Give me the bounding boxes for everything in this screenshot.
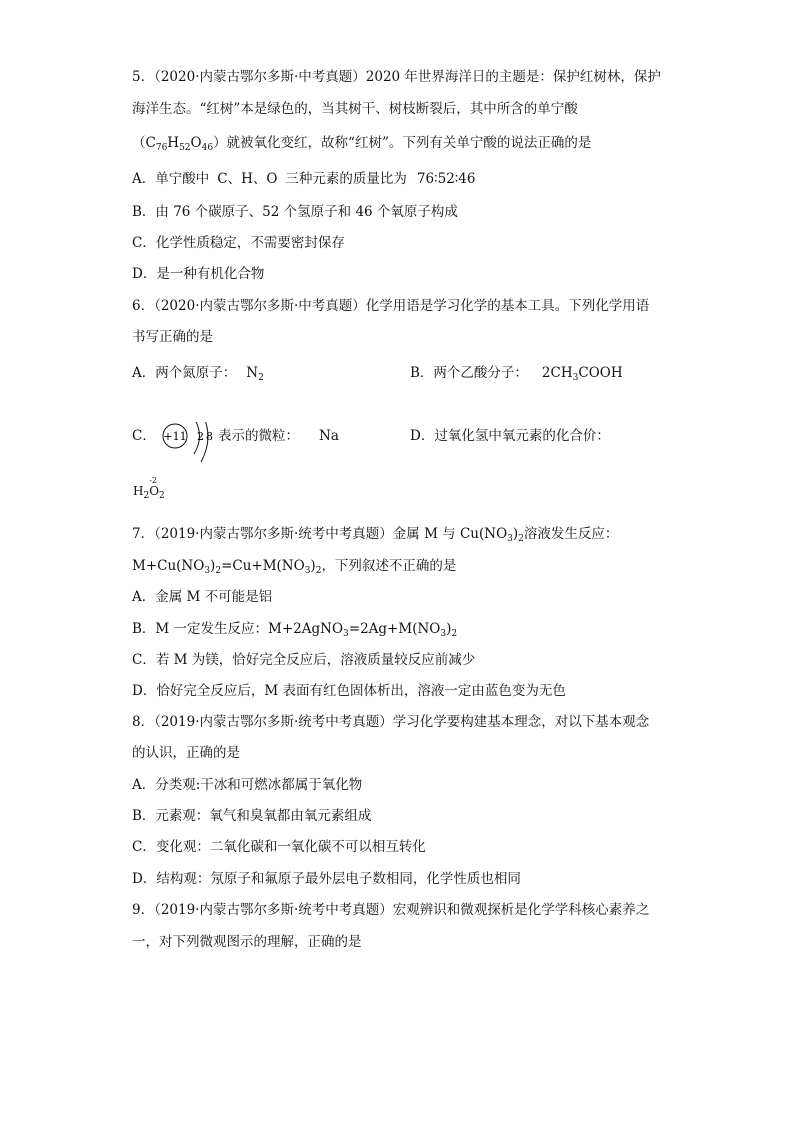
valence-label: -2 xyxy=(149,476,157,485)
q5-option-c: C．化学性质稳定，不需要密封保存 xyxy=(132,235,345,251)
q6-option-b: B．两个乙酸分子： $2CH_3COOH$ xyxy=(410,365,623,383)
q5-option-b: B．由 76 个碳原子、52 个氢原子和 46 个氧原子构成 xyxy=(132,204,458,220)
h2o2-valence-formula: $H_2$ -2 $O_2$ xyxy=(133,476,165,501)
q6-option-a: A．两个氮原子： $N_2$ xyxy=(132,365,264,383)
nucleus-charge: +11 xyxy=(163,430,187,443)
q7-option-a: A．金属 M 不可能是铝 xyxy=(132,589,273,605)
shell2-count: 8 xyxy=(206,430,213,443)
q6-stem-line2: 书写正确的是 xyxy=(132,329,213,345)
q5-stem-line2: 海洋生态。“红树”本是绿色的，当其树干、树枝断裂后，其中所含的单宁酸 xyxy=(132,101,578,117)
q6-option-d: D．过氧化氢中氧元素的化合价： xyxy=(410,428,610,444)
q5-stem-line3: $(C_{76}H_{52}O_{46})$就被氧化变红，故称“红树”。下列有关单宁酸的说法正确的是 xyxy=(132,135,592,153)
q8-stem-line2: 的认识，正确的是 xyxy=(132,745,240,761)
q9-stem-line2: 一，对下列微观图示的理解，正确的是 xyxy=(132,934,362,950)
atom-structure-diagram xyxy=(161,422,223,468)
q7-option-b: B．M 一定发生反应：$M+2AgNO_3=2Ag+M(NO_3)_2$ xyxy=(132,621,458,639)
q8-option-c: C．变化观：二氧化碳和一氧化碳不可以相互转化 xyxy=(132,839,426,855)
q9-stem-line1: 9．（2019·内蒙古鄂尔多斯·统考中考真题）宏观辨识和微观探析是化学学科核心素养之 xyxy=(132,902,650,918)
q8-stem-line1: 8．（2019·内蒙古鄂尔多斯·统考中考真题）学习化学要构建基本理念，对以下基本观念 xyxy=(132,714,650,730)
q7-stem-line1: 7．（2019·内蒙古鄂尔多斯·统考中考真题）金属 M 与 $Cu(NO_3)_2$溶液发生反应： xyxy=(132,526,619,544)
q8-option-b: B．元素观：氧气和臭氧都由氧元素组成 xyxy=(132,808,372,824)
q7-option-d: D．恰好完全反应后，M 表面有红色固体析出，溶液一定由蓝色变为无色 xyxy=(132,683,566,699)
q6-option-c-label: C． xyxy=(132,428,156,444)
q5-option-d: D．是一种有机化合物 xyxy=(132,266,265,282)
shell1-count: 2 xyxy=(197,430,204,443)
q6-stem-line1: 6．（2020·内蒙古鄂尔多斯·中考真题）化学用语是学习化学的基本工具。下列化学用语 xyxy=(132,298,650,314)
q5-stem-line1: 5．（2020·内蒙古鄂尔多斯·中考真题）2020 年世界海洋日的主题是：保护红树林，保护 xyxy=(132,69,661,85)
q7-option-c: C．若 M 为镁，恰好完全反应后，溶液质量较反应前减少 xyxy=(132,652,476,668)
q6-option-c-text: 表示的微粒： Na xyxy=(218,428,339,444)
q7-stem-line2: $M+Cu(NO_3)_2=Cu+M(NO_3)_2$，下列叙述不正确的是 xyxy=(132,558,457,576)
q8-option-a: A．分类观:干冰和可燃冰都属于氧化物 xyxy=(132,777,363,793)
q8-option-d: D．结构观：氖原子和氟原子最外层电子数相同，化学性质也相同 xyxy=(132,871,521,887)
q5-option-a: A．单宁酸中 C、H、O 三种元素的质量比为 76∶52∶46 xyxy=(132,171,476,187)
